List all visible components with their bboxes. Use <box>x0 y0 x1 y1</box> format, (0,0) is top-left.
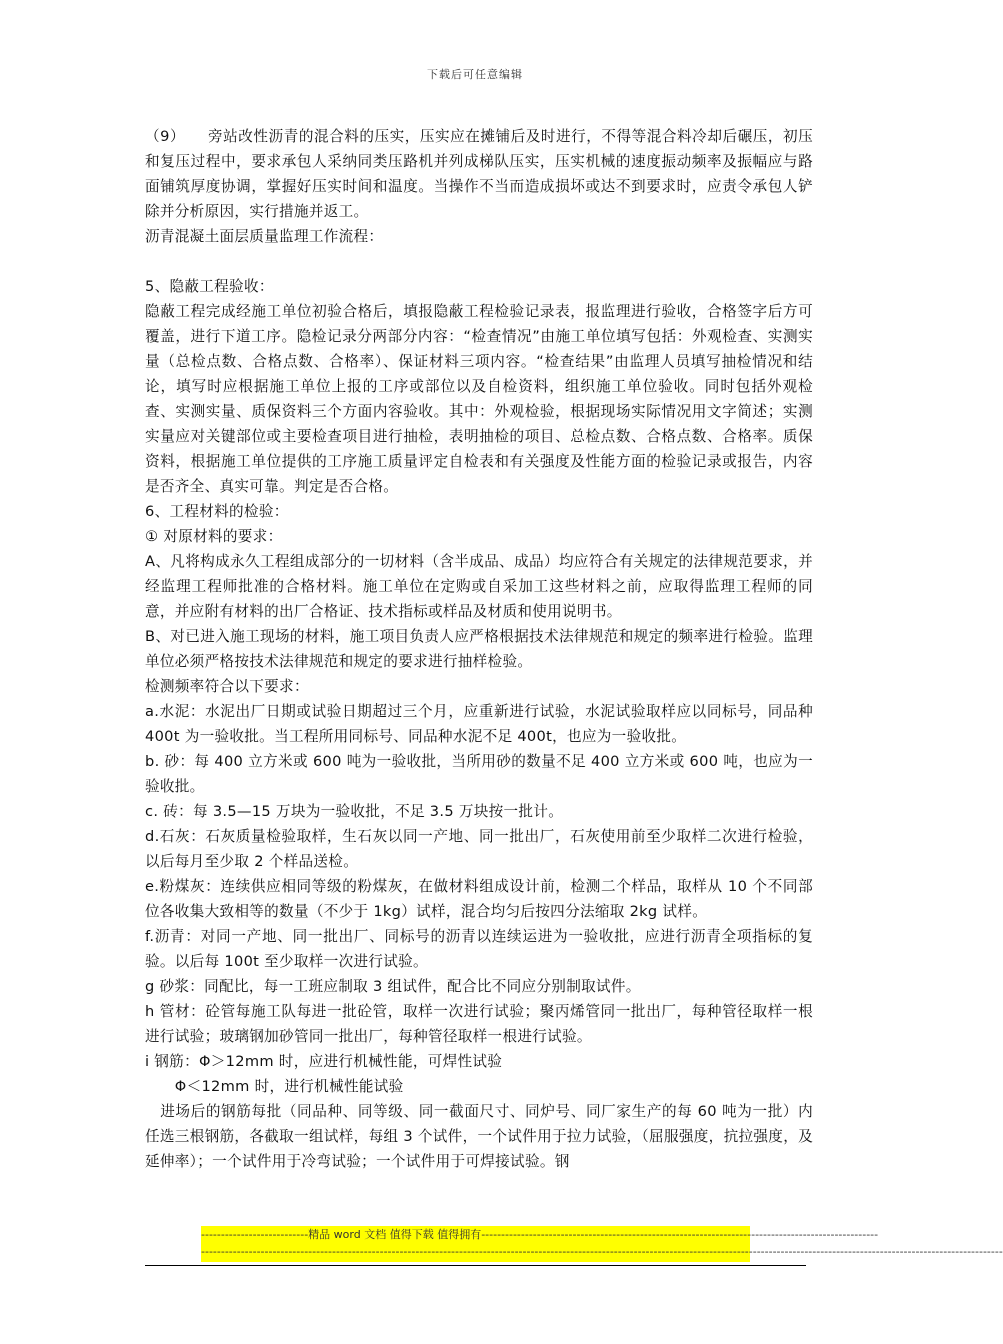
paragraph-workflow-title: 沥青混凝土面层质量监理工作流程： <box>145 228 384 245</box>
paragraph-hidden-works: 隐蔽工程完成经施工单位初验合格后，填报隐蔽工程检验记录表，报监理进行验收，合格签字后方可覆盖，进行下道工序。隐检记录分两部分内容：“检查情况”由施工单位填写包括：外观检查、实测实量（总检点数、合格点数、合格率）、保证材料三项内容。“检查结果”由监理人员填写抽检情况和结论，填写时应根据施工单位上报的工序或部位以及自检资料，组织施工单位验收。同时包括外观检查、实测实量、质保资料三个方面内容验收。其中：外观检验，根据现场实际情况用文字简述；实测实量应对关键部位或主要检查项目进行抽检，表明抽检的项目、总检点数、合格点数、合格率。质保资料，根据施工单位提供的工序施工质量评定自检表和有关强度及性能方面的检验记录或报告，内容是否齐全、真实可靠。判定是否合格。 <box>145 303 813 495</box>
footer-line-2: ---------------------------------------------------------------------------------------------------------------------------------------------------------------------------------------------------------- <box>201 1245 1003 1258</box>
paragraph-asphalt: f.沥青：对同一产地、同一批出厂、同标号的沥青以连续运进为一验收批，应进行沥青全项指标的复验。以后每 100t 至少取样一次进行试验。 <box>145 928 813 970</box>
paragraph-item-a: A、凡将构成永久工程组成部分的一切材料（含半成品、成品）均应符合有关规定的法律规范要求，并经监理工程师批准的合格材料。施工单位在定购或自采加工这些材料之前，应取得监理工程师的同意，并应附有材料的出厂合格证、技术指标或样品及材质和使用说明书。 <box>145 553 813 620</box>
paragraph-pipes: h 管材：砼管每施工队每进一批砼管，取样一次进行试验；聚丙烯管同一批出厂，每种管径取样一根进行试验；玻璃钢加砂管同一批出厂，每种管径取样一根进行试验。 <box>145 1003 813 1045</box>
footer-line-1: ---------------------------精品 word 文档 值得下载 值得拥有---------------------------------------------------------------------------------------------------- <box>201 1228 879 1241</box>
blank-line <box>145 249 813 274</box>
paragraph-rebar-2: Φ＜12mm 时，进行机械性能试验 <box>145 1078 404 1095</box>
paragraph-rebar-3: 进场后的钢筋每批（同品种、同等级、同一截面尺寸、同炉号、同厂家生产的每 60 吨为一批）内任选三根钢筋，各截取一组试样，每组 3 个试件，一个试件用于拉力试验，（屈服强度，抗拉强度，及延伸率）；一个试件用于冷弯试验；一个试件用于可焊接试验。钢 <box>145 1103 813 1170</box>
paragraph-rebar-1: i 钢筋：Φ＞12mm 时，应进行机械性能，可焊性试验 <box>145 1053 503 1070</box>
paragraph-brick: c. 砖：每 3.5—15 万块为一验收批，不足 3.5 万块按一批计。 <box>145 803 564 820</box>
paragraph-mortar: g 砂浆：同配比，每一工班应制取 3 组试件，配合比不同应分别制取试件。 <box>145 978 641 995</box>
paragraph-lime: d.石灰：石灰质量检验取样，生石灰以同一产地、同一批出厂，石灰使用前至少取样二次进行检验，以后每月至少取 2 个样品送检。 <box>145 828 813 870</box>
section-heading-hidden-works: 5、隐蔽工程验收： <box>145 278 274 295</box>
paragraph-sand: b. 砂：每 400 立方米或 600 吨为一验收批，当所用砂的数量不足 400 立方米或 600 吨，也应为一验收批。 <box>145 753 813 795</box>
paragraph-frequency-intro: 检测频率符合以下要求： <box>145 678 309 695</box>
page-header: 下载后可任意编辑 <box>427 68 523 81</box>
footer-banner <box>201 1226 1003 1262</box>
paragraph-item-b: B、对已进入施工现场的材料，施工项目负责人应严格根据技术法律规范和规定的频率进行检验。监理单位必须严格按技术法律规范和规定的要求进行抽样检验。 <box>145 628 813 670</box>
paragraph-fly-ash: e.粉煤灰：连续供应相同等级的粉煤灰，在做材料组成设计前，检测二个样品，取样从 10 个不同部位各收集大致相等的数量（不少于 1kg）试样，混合均匀后按四分法缩取 2kg 试样。 <box>145 878 813 920</box>
paragraph-raw-material-req: ① 对原材料的要求： <box>145 528 283 545</box>
document-body <box>145 124 813 1174</box>
section-heading-materials: 6、工程材料的检验： <box>145 503 289 520</box>
paragraph-compaction: （9） 旁站改性沥青的混合料的压实，压实应在摊铺后及时进行，不得等混合料冷却后碾压，初压和复压过程中，要求承包人采纳同类压路机并列成梯队压实，压实机械的速度振动频率及振幅应与路面铺筑厚度协调，掌握好压实时间和温度。当操作不当而造成损坏或达不到要求时，应责令承包人铲除并分析原因，实行措施并返工。 <box>145 128 813 220</box>
footer-rule <box>145 1265 806 1266</box>
paragraph-cement: a.水泥：水泥出厂日期或试验日期超过三个月，应重新进行试验，水泥试验取样应以同标号，同品种 400t 为一验收批。当工程所用同标号、同品种水泥不足 400t，也应为一验收批。 <box>145 703 813 745</box>
